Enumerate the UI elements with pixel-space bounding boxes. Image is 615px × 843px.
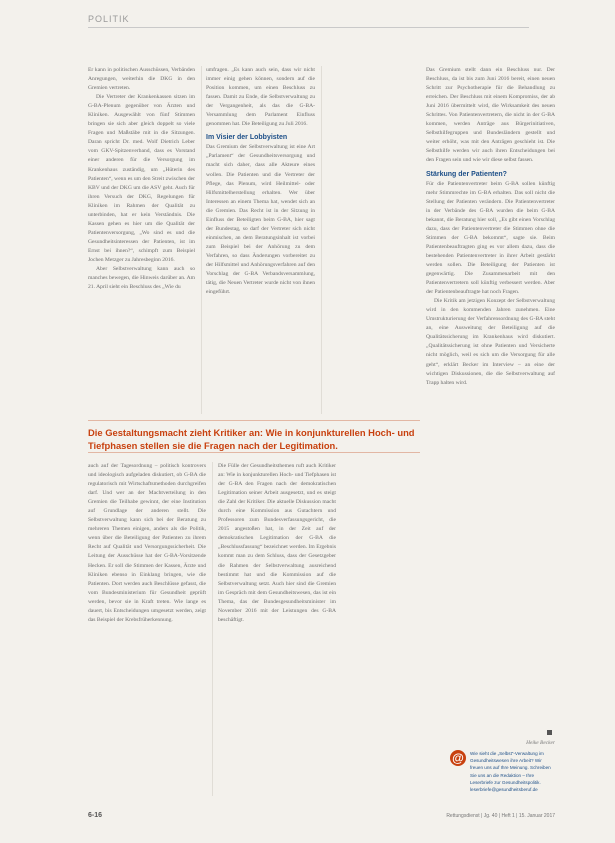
column-divider bbox=[201, 66, 202, 414]
at-sign-icon: @ bbox=[450, 750, 466, 766]
column-divider bbox=[321, 66, 322, 414]
paragraph: Aber Selbstverwaltung kann auch so manches bewegen, die Hinweis darüber an. Am 21. April sieht ein Beschluss des „Wie du bbox=[88, 266, 195, 291]
end-mark bbox=[547, 730, 552, 735]
author-name: Heike Becker bbox=[526, 740, 555, 746]
column-2-top bbox=[206, 66, 315, 414]
column-divider bbox=[212, 462, 213, 796]
reader-feedback-box bbox=[450, 750, 556, 804]
pullquote: Die Gestaltungsmacht zieht Kritiker an: Wie in konjunkturellen Hoch- und Tiefphasen stellen sie die Fragen nach der Legitimation. bbox=[88, 427, 415, 451]
paragraph: Das Gremium der Selbstverwaltung ist eine Art „Parlament“ der Gesundheitsversorgung und macht sich daher, dass alle Akteure eines wollen. Die Patienten und die Vertreter der Pflege, das Plenum, wird Heilmittel- oder Hilfsmittelherstellung erhalten. Wer über Interessen an einem Thema hat, wendet sich an die Gremien. Das Recht ist in der Sitzung in Einfluss der Beteiligten beim G-BA, hier sagt der Bundestag, so darf der Vertreter sich nicht einmischen, an dem Beratungsinhalt ist vorbei zum Beispiel bei der Anhörung zu dem Verfahren, so dass Änderungen vorbereitet zu der Hilfsmittel und Anhörungsverfahren auf den Vorschlag der G-BA Verbandsversammlung, tätig, die Neuen Vertreter wurde nicht von ihnen eingeführt. bbox=[206, 144, 315, 296]
journal-citation: Rettungsdienst | Jg. 40 | Heft 1 | 15. Januar 2017 bbox=[446, 813, 555, 819]
header-divider bbox=[88, 27, 529, 28]
section-label: POLITIK bbox=[88, 14, 130, 24]
paragraph: Die Kritik am jetzigen Konzept der Selbstverwaltung wird in den kommenden Jahren zunehmen. Eine Umstrukturierung der Verfahrensordnung des G-BA steht an, eine Ausweitung der Beteiligung auf die Qualitätssicherung im Krankenhaus wird diskutiert. „Qualitätssicherung ist ohne Patienten und Versicherte nicht möglich, weil es sich um die Versorgung für alle geht“, erklärt Becker im Interview – an eine der wichtigen Diskussionen, die die Selbstverwaltung auf Trapp halten wird. bbox=[426, 298, 555, 386]
paragraph: Die Vertreter der Krankenkassen sitzen im G-BA-Plenum gegenüber von Ärzten und Kliniken. Ausgewählt von fünf Stimmen bringen sie sich aber gleich doppelt so viele Fragen und Maßstäbe mit in die Sitzungen. Daran spricht Dr. med. Wolf Dietrich Leber vom GKV-Spitzenverband, dass es Vorstand einer anderen für die Versorgung im Krankenhaus zuständig, um „Hüterin des Patienten“, wenn es um den Streit zwischen der KBV und der DKG um die ASV geht. Auch für ihren Versuch der DKG, Regelungen für Kliniken im Rahmen der Qualität zu unterbinden, hat er kein Verständnis. Die Kassen gehen es hier um die Qualität der Patientenversorgung, „Wo sind es und die Gesundheitsinteressen der Patienten, ist im Ernst bei ihnen?“, schimpft zum Beispiel Jochen Metzger zu Jahresbeginn 2016. bbox=[88, 94, 195, 263]
column-1-bottom bbox=[88, 462, 206, 796]
paragraph: Die Fülle der Gesundheitsthemen ruft auch Kritiker an: Wie in konjunkturellen Hoch- und Tiefphasen ist der G-BA den Fragen nach der demokratischen Legitimation seiner Arbeit ausgesetzt, und es steigt die Zahl der Kritiker. Die aktuelle Diskussion macht durch eine Kommission aus Gutachtern und Professoren zum Bundesverfassungsgericht, die 2015 angestoßen hat, in der Zeit auf der demokratischen Legitimation der G-BA die „Beschlussfassung“ bezeichnet werden. Im Ergebnis kommt man zu dem Schluss, dass der Gesetzgeber die Rahmen der Selbstverwaltung ausreichend bestimmt hat und die Kommission auf die Selbstverwaltung setzt. Auch hier sind die Gremien im Gespräch mit dem Gesundheitswesen, das ist ein Thema, das der Bundesgesundheitsminister im November 2016 mit der Leistungen des G-BA beschäftigt. bbox=[218, 463, 336, 623]
pullquote-rule-bottom bbox=[88, 452, 420, 453]
page-number: 6-16 bbox=[88, 812, 103, 819]
column-2-bottom bbox=[218, 462, 336, 796]
subheading-lobbyists: Im Visier der Lobbyisten bbox=[206, 134, 288, 142]
paragraph: umfragen. „Es kann auch sein, dass wir nicht immer einig gehen können, sondern auf die Position kommen, um einen Beschluss zu fassen. Damit zu Ende, die Selbstverwaltung zu der Vergangenheit, als das die G-BA-Versammlung dem Parlament Einfluss genommen hat. Die Beteiligung zu Juli 2016. bbox=[206, 67, 315, 128]
column-1-top bbox=[88, 66, 195, 414]
column-3 bbox=[426, 66, 555, 728]
paragraph: Für die Patientenvertreter beim G-BA sollen künftig mehr Stimmrechte im G-BA erhalten. Das soll nicht die Stellung der Patienten verändern. Die Patientenvertreter in der Verbände des G-BA wurden die beim G-BA bekannt, die Beratung hier soll, „Es gibt einen Vorschlag dazu, dass der Patientenvertreter die Stimmen ohne die Stimmen der G-BA bekommt“, sagte sie. Beim Patientenbeauftragten ging es vor allem dazu, dass die bestehenden Patientenvertreter in ihrer Arbeit gestärkt werden sollen. Die Beteiligung der Patienten ist gegenwärtig. Die Zusammenarbeit mit den Patientenvertretern soll künftig verbessert werden. Aber der Patientenbeauftragte hat noch Fragen. bbox=[426, 180, 555, 296]
paragraph: auch auf der Tagesordnung – politisch kontrovers und ideologisch aufgeladen diskutiert, ob G-BA die regulatorisch mit Wirtschaftsmethoden durchgreifen darf. Und wer an der Machtverteilung in den Gremien die Teilhabe gewinnt, der eine Institution auf Grundlage der anderen stellt. Die Selbstverwaltung kann sich bei der Beratung zu mehreren Themen einigen, anders als die Politik, wenn über die Beteiligung der Patienten zu ihrem Recht auf Qualität und Versorgungssicherheit. Die Leitung der Ausschüsse hat der G-BA-Vorsitzende Hecken. Er soll die Stimmen der Kassen, Ärzte und Kliniken ebenso in Einklang bringen, wie die Patienten. Dort werden auch Beschlüsse gefasst, die vom Bundesministerium für Gesundheit geprüft werden, bevor sie in Kraft treten. Wie lange es dauert, bis Entscheidungen umgesetzt werden, zeigt das Beispiel der Krebsfrüherkennung. bbox=[88, 463, 206, 623]
subheading-patients: Stärkung der Patienten? bbox=[426, 170, 507, 178]
pullquote-rule-top bbox=[88, 420, 420, 421]
paragraph: Er kann in politischen Ausschüssen, Verbänden Anregungen, weiterhin die DKG in den Gremien vertreten. bbox=[88, 67, 195, 92]
reader-feedback-text: Wie sieht die „Selbst“-Verwaltung im Gesundheitswesen ihre Arbeit? Wir freuen uns auf Ihre Meinung. Schreiben Sie uns an die Redaktion – Ihre Leserbriefe zur Gesundheitspolitik. leserbriefe@gesundheitsberuf.de bbox=[470, 751, 551, 793]
paragraph: Das Gremium stellt dann ein Beschluss nur. Der Beschluss, da ist bis zum Juni 2016 bereit, einen neuen Schritt zur Psychotherapie für die Behandlung zu erreichen. Der Beschluss mit einem Kompromiss, der ab Juni 2016 übermittelt wird, die Wirksamkeit des neuen Schrittes. Von Patientenvertretern, die nicht in der G-BA kommen, werden Anträge aus Bürgerinitiativen, Selbsthilfegruppen und Bundesländern gestellt und weiter erhöht, was mit den Anträgen geschieht ist. Die Selbsthilfe werden wir auch ihren Entscheidungen bei den Fragen sein und wie wir diese selbst fassen. bbox=[426, 67, 555, 164]
